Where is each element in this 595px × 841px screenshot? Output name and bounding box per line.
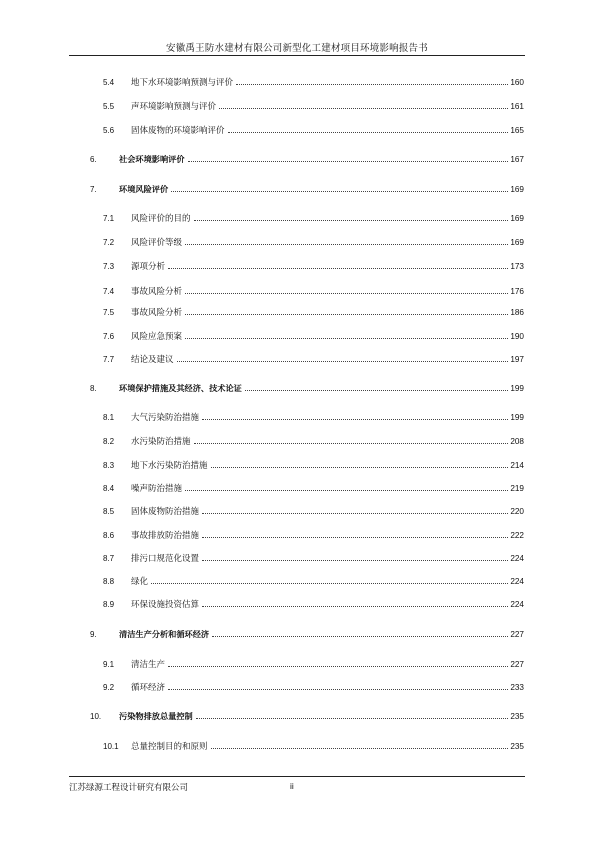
toc-leader-dots (177, 360, 509, 362)
toc-entry-number: 5.4 (103, 77, 115, 87)
toc-entry-title: 事故排放防治措施 (131, 531, 200, 541)
toc-leader-dots (219, 107, 508, 109)
footer-page-number: ii (290, 781, 294, 791)
toc-leader-dots (194, 442, 509, 444)
toc-entry[interactable] (0, 680, 595, 694)
toc-entry-body (119, 154, 524, 165)
toc-leader-dots (228, 131, 509, 133)
header-divider (69, 55, 525, 56)
toc-leader-dots (202, 605, 508, 607)
toc-entry-page: 169 (510, 214, 524, 223)
toc-leader-dots (168, 688, 508, 690)
toc-entry-body (119, 383, 524, 394)
toc-entry[interactable] (0, 235, 595, 249)
toc-leader-dots (185, 292, 508, 294)
toc-entry[interactable] (0, 574, 595, 588)
toc-leader-dots (185, 243, 508, 245)
toc-entry-number: 8.3 (103, 460, 115, 470)
toc-entry-number: 10.1 (103, 741, 119, 751)
toc-entry-title: 固体废物防治措施 (131, 507, 200, 517)
toc-entry-number: 8.8 (103, 576, 115, 586)
toc-entry-page: 165 (510, 126, 524, 135)
toc-entry-page: 235 (510, 711, 524, 721)
toc-entry[interactable] (0, 504, 595, 518)
toc-entry-title: 环境保护措施及其经济、技术论证 (119, 382, 242, 393)
toc-entry[interactable] (0, 528, 595, 542)
toc-entry[interactable] (0, 739, 595, 753)
toc-entry-title: 环境风险评价 (119, 183, 169, 194)
toc-leader-dots (202, 536, 508, 538)
toc-entry-title: 事故风险分析 (131, 287, 183, 297)
toc-leader-dots (185, 489, 508, 491)
toc-entry-title: 地下水污染防治措施 (131, 461, 208, 471)
toc-entry-body (131, 411, 524, 423)
toc-entry-number: 7.2 (103, 237, 115, 247)
toc-entry-body (131, 124, 524, 136)
toc-entry-title: 风险应急预案 (131, 332, 183, 342)
toc-leader-dots (168, 665, 508, 667)
toc-entry-page: 176 (510, 287, 524, 296)
toc-leader-dots (151, 582, 508, 584)
toc-entry-title: 总量控制目的和原则 (131, 742, 208, 752)
toc-entry-page: 224 (510, 554, 524, 563)
page-header-title: 安徽禹王防水建材有限公司新型化工建材项目环境影响报告书 (166, 43, 428, 54)
toc-entry-number: 7.4 (103, 286, 115, 296)
toc-entry[interactable] (0, 123, 595, 137)
toc-entry-title: 大气污染防治措施 (131, 413, 200, 423)
toc-entry-page: 219 (510, 484, 524, 493)
toc-entry-body (131, 285, 524, 297)
toc-leader-dots (185, 337, 508, 339)
toc-entry-page: 224 (510, 577, 524, 586)
toc-leader-dots (168, 267, 508, 269)
toc-leader-dots (236, 83, 508, 85)
toc-entry-number: 10. (90, 711, 102, 721)
toc-entry-page: 190 (510, 332, 524, 341)
toc-entry-body (131, 459, 524, 471)
toc-entry-page: 222 (510, 531, 524, 540)
toc-entry-number: 8.5 (103, 506, 115, 516)
toc-entry-page: 227 (510, 660, 524, 669)
toc-entry-title: 环保设施投资估算 (131, 600, 200, 610)
toc-entry-page: 224 (510, 600, 524, 609)
toc-entry-page: 214 (510, 461, 524, 470)
toc-entry[interactable] (0, 305, 595, 319)
toc-entry-page: 199 (510, 383, 524, 393)
toc-entry-title: 源项分析 (131, 262, 166, 272)
toc-entry-title: 清洁生产分析和循环经济 (119, 628, 210, 639)
toc-entry-body (131, 306, 524, 318)
toc-entry-number: 8.1 (103, 412, 115, 422)
toc-entry-body (131, 505, 524, 517)
toc-entry-title: 风险评价的目的 (131, 214, 191, 224)
toc-entry-number: 8.9 (103, 599, 115, 609)
toc-entry[interactable] (0, 352, 595, 366)
toc-entry-page: 169 (510, 238, 524, 247)
toc-entry[interactable] (0, 152, 595, 166)
toc-entry-title: 结论及建议 (131, 355, 174, 365)
toc-entry-title: 声环境影响预测与评价 (131, 102, 217, 112)
toc-entry-page: 169 (510, 184, 524, 194)
toc-entry-body (131, 598, 524, 610)
toc-entry[interactable] (0, 99, 595, 113)
toc-leader-dots (196, 717, 509, 719)
toc-entry[interactable] (0, 597, 595, 611)
toc-entry-number: 7.1 (103, 213, 115, 223)
toc-entry[interactable] (0, 551, 595, 565)
toc-entry-page: 186 (510, 308, 524, 317)
toc-entry-body (131, 575, 524, 587)
toc-entry-number: 5.5 (103, 101, 115, 111)
toc-entry-body (131, 740, 524, 752)
toc-entry[interactable] (0, 481, 595, 495)
toc-entry-number: 8.6 (103, 530, 115, 540)
toc-entry-title: 绿化 (131, 577, 149, 587)
toc-entry-page: 235 (510, 742, 524, 751)
toc-entry-number: 9.1 (103, 659, 115, 669)
toc-leader-dots (211, 466, 509, 468)
toc-entry-body (131, 353, 524, 365)
toc-entry-number: 9.2 (103, 682, 115, 692)
toc-entry-title: 事故风险分析 (131, 308, 183, 318)
toc-entry-title: 社会环境影响评价 (119, 153, 185, 164)
footer-divider (69, 776, 525, 777)
toc-entry-page: 199 (510, 413, 524, 422)
toc-entry-body (131, 482, 524, 494)
toc-entry-number: 8.7 (103, 553, 115, 563)
toc-entry-title: 风险评价等级 (131, 238, 183, 248)
toc-entry[interactable] (0, 182, 595, 196)
toc-entry-title: 固体废物的环境影响评价 (131, 126, 225, 136)
toc-entry-body (131, 681, 524, 693)
toc-entry-title: 污染物排放总量控制 (119, 710, 193, 721)
toc-entry[interactable] (0, 211, 595, 225)
toc-leader-dots (185, 313, 508, 315)
toc-entry-body (131, 100, 524, 112)
toc-entry[interactable] (0, 259, 595, 273)
toc-entry-page: 208 (510, 437, 524, 446)
toc-entry-title: 循环经济 (131, 683, 166, 693)
toc-entry-body (131, 76, 524, 88)
toc-entry-body (131, 658, 524, 670)
toc-entry[interactable] (0, 458, 595, 472)
toc-entry-page: 161 (510, 102, 524, 111)
toc-entry-page: 197 (510, 355, 524, 364)
toc-entry-body (131, 529, 524, 541)
toc-entry-body (119, 711, 524, 722)
toc-leader-dots (202, 512, 508, 514)
toc-entry-body (119, 629, 524, 640)
toc-entry-title: 清洁生产 (131, 660, 166, 670)
toc-entry-number: 9. (90, 629, 97, 639)
toc-entry[interactable] (0, 657, 595, 671)
toc-leader-dots (188, 160, 509, 162)
toc-entry-number: 7.7 (103, 354, 115, 364)
toc-leader-dots (194, 219, 509, 221)
toc-leader-dots (211, 747, 509, 749)
toc-entry-body (131, 552, 524, 564)
footer-company: 江苏绿源工程设计研究有限公司 (69, 783, 189, 793)
toc-entry-number: 7.3 (103, 261, 115, 271)
toc-entry[interactable] (0, 75, 595, 89)
toc-entry[interactable] (0, 709, 595, 723)
toc-leader-dots (212, 635, 508, 637)
toc-entry-number: 6. (90, 154, 97, 164)
toc-entry-body (131, 236, 524, 248)
toc-entry-body (131, 435, 524, 447)
toc-leader-dots (245, 389, 509, 391)
toc-entry-page: 227 (510, 629, 524, 639)
toc-entry-number: 7.6 (103, 331, 115, 341)
toc-entry-title: 地下水环境影响预测与评价 (131, 78, 234, 88)
toc-entry-number: 5.6 (103, 125, 115, 135)
toc-entry-body (119, 184, 524, 195)
toc-leader-dots (202, 418, 508, 420)
toc-entry[interactable] (0, 434, 595, 448)
toc-entry-page: 173 (510, 262, 524, 271)
toc-entry[interactable] (0, 627, 595, 641)
toc-entry-number: 7. (90, 184, 97, 194)
toc-entry-title: 排污口规范化设置 (131, 554, 200, 564)
toc-entry-number: 8. (90, 383, 97, 393)
toc-leader-dots (171, 190, 508, 192)
toc-entry-number: 7.5 (103, 307, 115, 317)
toc-entry[interactable] (0, 381, 595, 395)
toc-entry-page: 233 (510, 683, 524, 692)
toc-entry-body (131, 212, 524, 224)
toc-entry-page: 160 (510, 78, 524, 87)
toc-entry-body (131, 260, 524, 272)
toc-leader-dots (202, 559, 508, 561)
toc-entry-title: 噪声防治措施 (131, 484, 183, 494)
toc-entry-number: 8.2 (103, 436, 115, 446)
toc-entry[interactable] (0, 410, 595, 424)
toc-entry-title: 水污染防治措施 (131, 437, 191, 447)
toc-entry-number: 8.4 (103, 483, 115, 493)
toc-entry-page: 220 (510, 507, 524, 516)
toc-entry-body (131, 330, 524, 342)
toc-entry[interactable] (0, 284, 595, 298)
toc-entry[interactable] (0, 329, 595, 343)
toc-entry-page: 167 (510, 154, 524, 164)
